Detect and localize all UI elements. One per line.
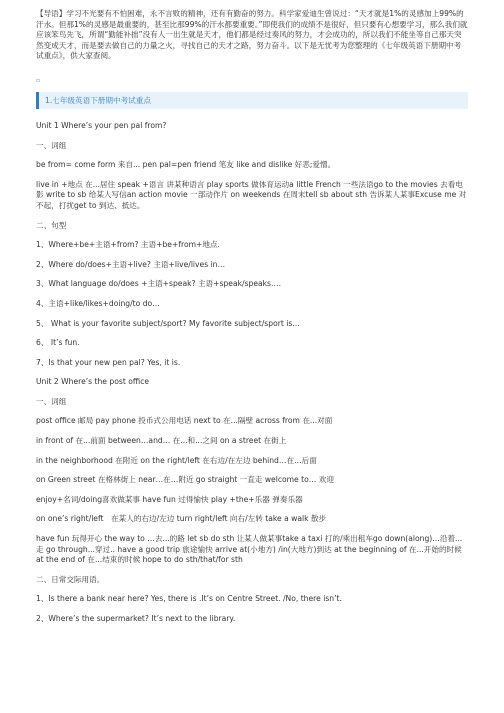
sentence-pattern: 7、Is that your new pen pal? Yes, it is. [36, 357, 181, 367]
sentence-pattern: 3、What language do/does +主语+speak? 主语+speak/speaks…. [36, 279, 282, 289]
sentence-pattern: 5、 What is your favorite subject/sport? My favorite subject/sport is… [36, 318, 300, 328]
bullet-marker: ▫ [36, 76, 41, 84]
section-heading: 1.七年级英语下册期中考试重点 [36, 92, 468, 109]
subheading: 二、日常交际用语。 [36, 574, 105, 584]
vocab-line: post office 邮局 pay phone 投币式公用电话 next to 在...隔壁 across from 在...对面 [36, 416, 333, 426]
intro-paragraph: 【导语】学习不光要有不怕困难，永不言败的精神，还有有勤奋的努力。科学家爱迪生曾说过：“天才就是1%的灵感加上99%的汗水。但那1%的灵感是最重要的，甚至比那99%的汗水都要重要。”即使我们的成绩不是很好，但只要有心想要学习，那么我们就应该笨鸟先飞，所谓“勤能补拙”没有人一出生就是天才，他们都是经过奏风的努力，才会成功的，所以我们不能坐等自己那天突然变成天才，而是要去做自己的力量之火，寻找自己的天才之路，努力奋斗。以下是无忧考为您整理的《七年级英语下册期中考试重点》，供大家查阅。 [36, 9, 468, 61]
dialogue-line: 2、Where’s the supermarket? It’s next to the library. [36, 614, 236, 623]
vocab-line: on one’s right/left 在某人的右边/左边 turn right/left 向右/左转 take a walk 散步 [36, 514, 327, 524]
unit-title: Unit 2 Where’s the post office [36, 377, 150, 387]
vocab-line: on Green street 在格林街上 near…在…附近 go straight 一直走 welcome to… 欢迎 [36, 475, 334, 485]
subheading: 二、句型 [36, 220, 67, 230]
subheading: 一、词组 [36, 140, 67, 150]
vocab-line: enjoy+名词/doing喜欢做某事 have fun 过得愉快 play +the+乐器 弹奏乐器 [36, 494, 303, 504]
subheading: 一、词组 [36, 396, 67, 406]
sentence-pattern: 4、主语+like/likes+doing/to do… [36, 298, 160, 308]
sentence-pattern: 1、Where+be+主语+from? 主语+be+from+地点. [36, 240, 220, 250]
dialogue-line: 1、Is there a bank near here? Yes, there is .It’s on Centre Street. /No, there isn’t. [36, 594, 342, 604]
vocab-line: in front of 在...前面 between…and… 在...和...之间 on a street 在街上 [36, 436, 287, 446]
vocab-line: in the neighborhood 在附近 on the right/left 在右边/在左边 behind…在…后面 [36, 455, 317, 465]
vocab-line: be from= come form 来自... pen pal=pen friend 笔友 like and dislike 好恶;爱憎。 [36, 160, 336, 170]
sentence-pattern: 6、 It’s fun. [36, 338, 80, 348]
vocab-line: have fun 玩得开心 the way to …去...的路 let sb do sth 让某人做某事take a taxi 打的/乘出租车go down(along)…沿着...走 go through...穿过.. have a good trip 旅途愉快 arrive at(小地方) /in(大地方)到达 at the beginning of 在...开始的时候 at the end of 在...结束的时候 hope to do sth/that/for sth [36, 534, 463, 565]
sentence-pattern: 2、Where do/does+主语+live? 主语+live/lives in… [36, 259, 226, 269]
unit-title: Unit 1 Where’s your pen pal from? [36, 120, 167, 130]
vocab-line: live in +地点 在...居住 speak +语言 讲某种语言 play sports 做体育运动a little French 一些法语go to the movies 去看电影 write to sb 给某人写信an action movie 一部动作片 on weekends 在周末tell sb about sth 告诉某人某事Excuse me 对不起，打扰get to 到达、抵达。 [36, 179, 467, 210]
